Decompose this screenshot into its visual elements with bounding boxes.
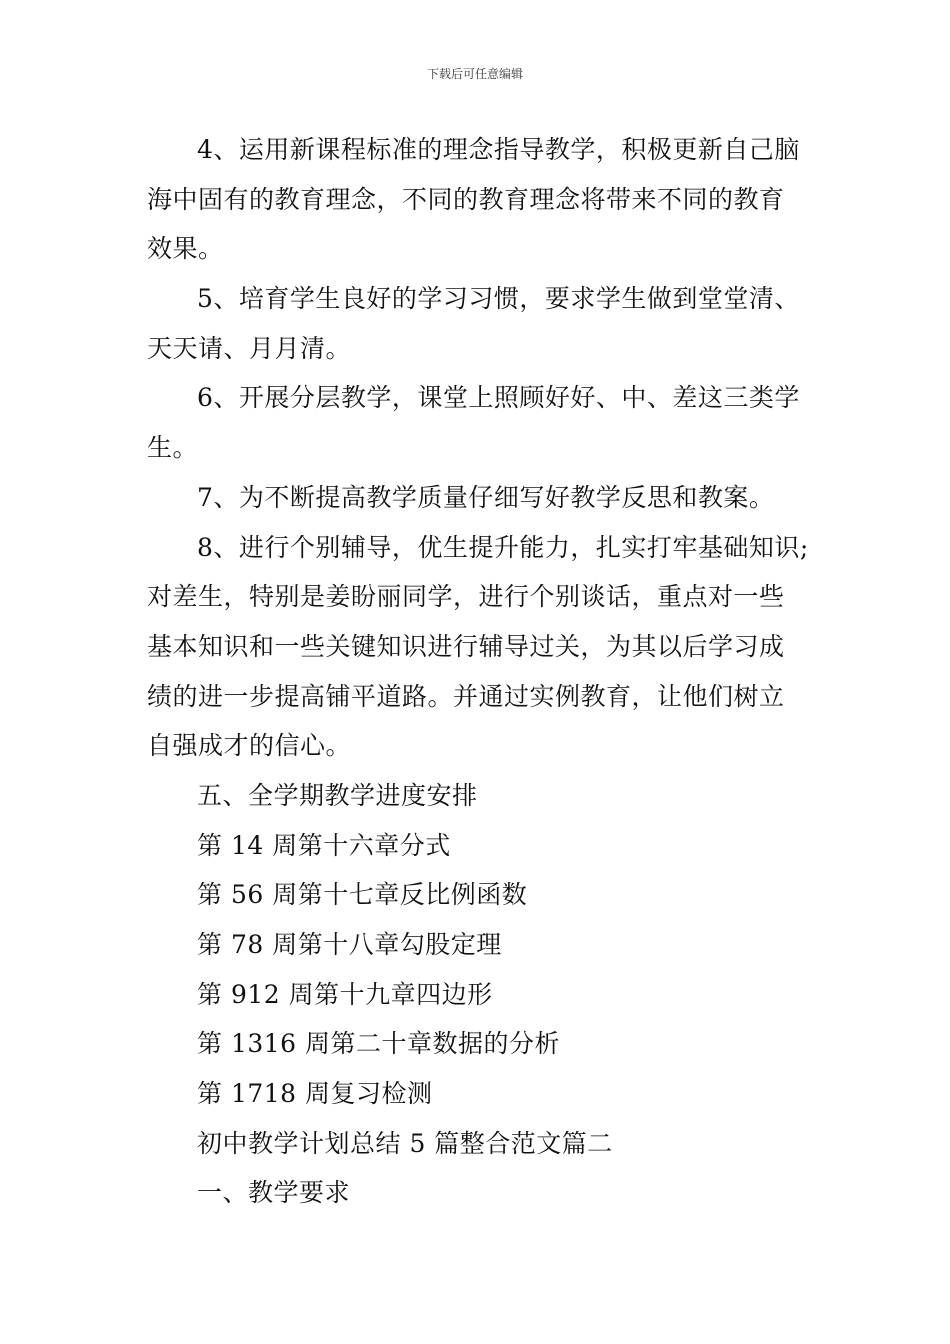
- text-line: 绩的进一步提高铺平道路。并通过实例教育，让他们树立: [147, 681, 785, 711]
- text-line: 基本知识和一些关键知识进行辅导过关，为其以后学习成: [147, 631, 785, 661]
- schedule-item: 第 14 周第十六章分式: [197, 830, 451, 860]
- text-line: 天天请、月月清。: [147, 333, 352, 363]
- text-line: 8、进行个别辅导，优生提升能力，扎实打牢基础知识;: [197, 532, 809, 562]
- schedule-item: 第 912 周第十九章四边形: [197, 979, 493, 1009]
- text-line: 7、为不断提高教学质量仔细写好教学反思和教案。: [197, 482, 775, 512]
- text-line: 效果。: [147, 234, 224, 264]
- section-heading: 五、全学期教学进度安排: [197, 780, 478, 810]
- schedule-item: 第 1316 周第二十章数据的分析: [197, 1029, 561, 1059]
- document-body: [147, 125, 827, 1218]
- text-line: 海中固有的教育理念，不同的教育理念将带来不同的教育: [147, 184, 785, 214]
- schedule-item: 第 56 周第十七章反比例函数: [197, 880, 528, 910]
- page-header-note: 下载后可任意编辑: [426, 67, 523, 81]
- section-heading: 一、教学要求: [197, 1178, 351, 1208]
- text-line: 5、培育学生良好的学习习惯，要求学生做到堂堂清、: [197, 284, 800, 314]
- text-line: 对差生，特别是姜盼丽同学，进行个别谈话，重点对一些: [147, 582, 785, 612]
- text-line: 生。: [147, 433, 199, 463]
- schedule-item: 第 78 周第十八章勾股定理: [197, 930, 502, 959]
- text-line: 自强成才的信心。: [147, 731, 352, 761]
- text-line: 4、运用新课程标准的理念指导教学，积极更新自己脑: [197, 135, 800, 164]
- text-line: 6、开展分层教学，课堂上照顾好好、中、差这三类学: [197, 383, 800, 413]
- article-title: 初中教学计划总结 5 篇整合范文篇二: [197, 1128, 613, 1158]
- schedule-item: 第 1718 周复习检测: [197, 1079, 433, 1109]
